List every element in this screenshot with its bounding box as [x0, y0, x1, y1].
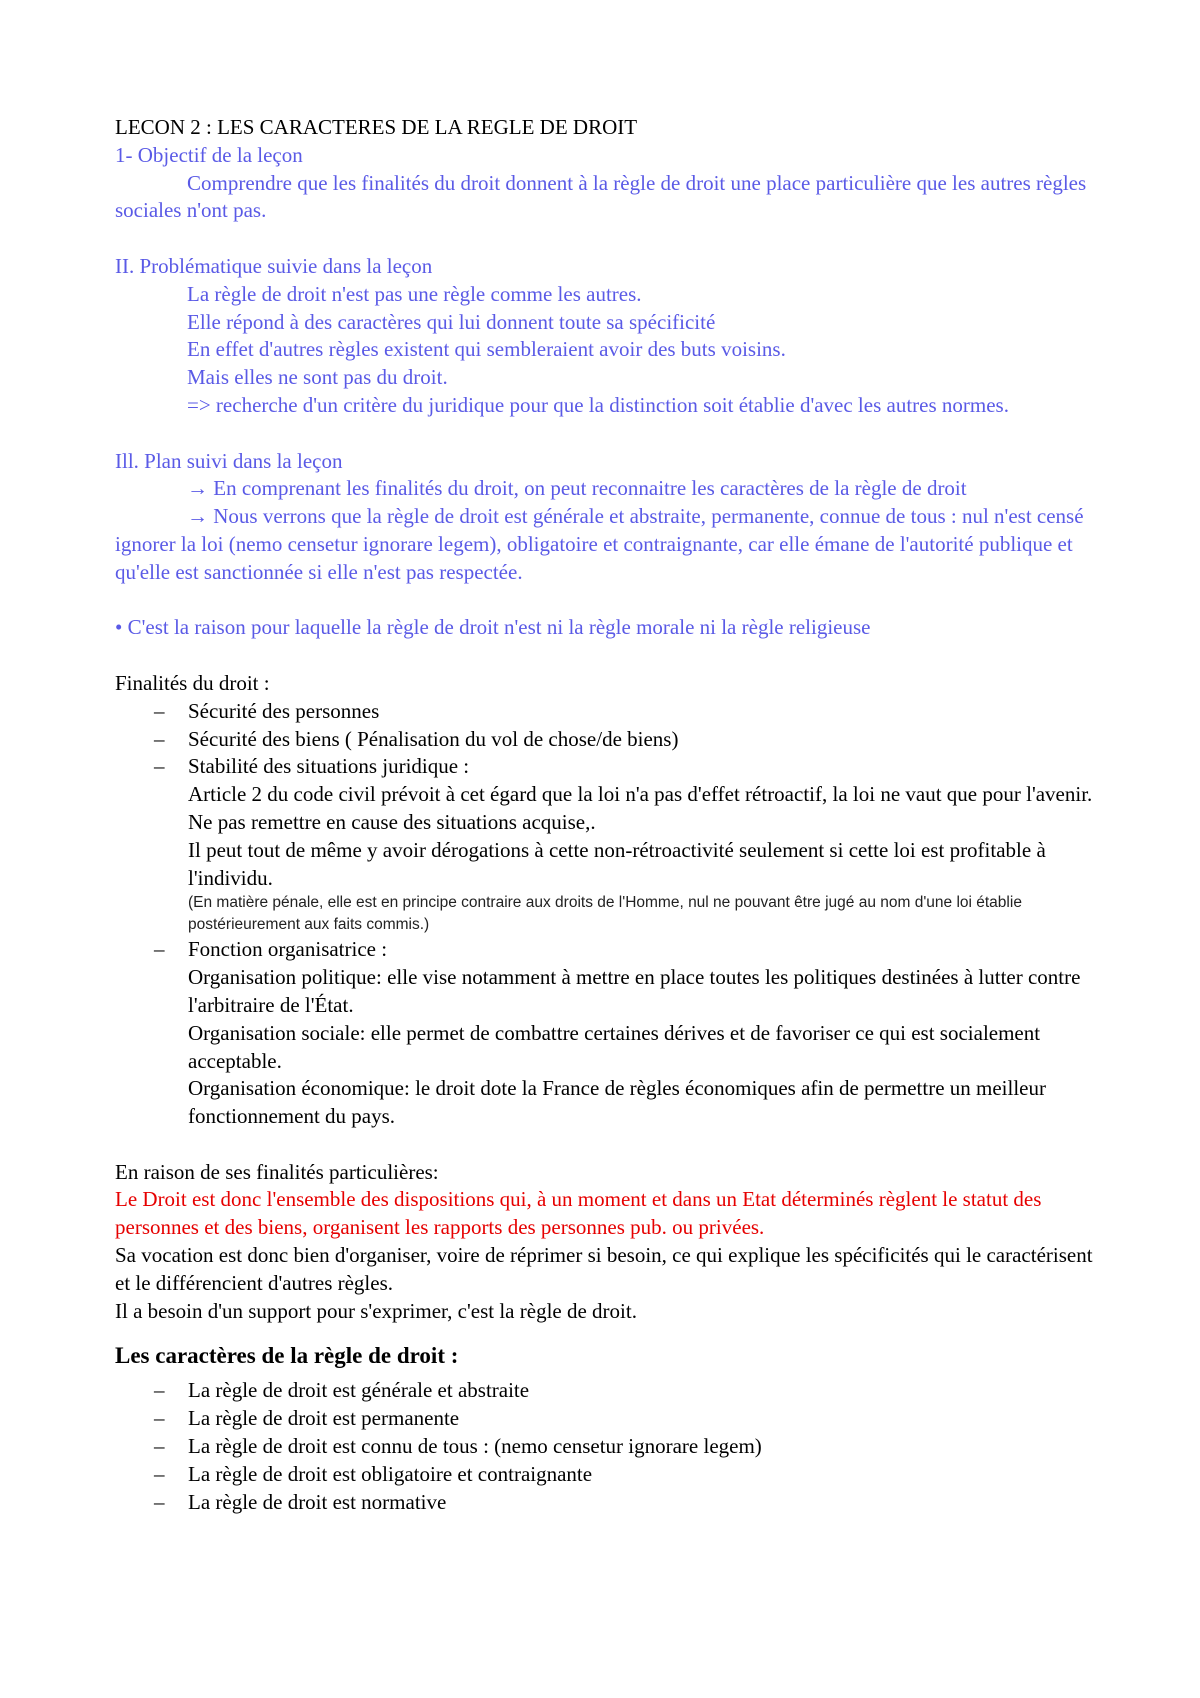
- finalites-item-paragraph: Organisation économique: le droit dote la France de règles économiques afin de permettre un meilleur fonctionnement du pays.: [188, 1076, 1046, 1129]
- problematique-line: La règle de droit n'est pas une règle comme les autres.: [187, 281, 642, 306]
- droit-definition: Le Droit est donc l'ensemble des dispositions qui, à un moment et dans un Etat déterminés règlent le statut des personnes et des biens, organisent les rapports des personnes pub. ou privées.: [115, 1187, 1042, 1240]
- finalites-item-paragraph: Article 2 du code civil prévoit à cet égard que la loi n'a pas d'effet rétroactif, la loi ne vaut que pour l'avenir. Ne pas remettre en cause des situations acquise,.: [188, 782, 1093, 834]
- dash-marker: –: [154, 1461, 165, 1486]
- objective-heading: 1- Objectif de la leçon: [115, 142, 303, 167]
- raison-intro: En raison de ses finalités particulières:: [115, 1159, 439, 1184]
- problematique-section: [115, 253, 1105, 420]
- dash-marker: –: [154, 937, 165, 962]
- finalites-item: [115, 698, 1105, 726]
- caracteres-item: [115, 1461, 1105, 1489]
- finalites-item-title: Sécurité des personnes: [188, 698, 380, 723]
- raison-vocation: Sa vocation est donc bien d'organiser, voire de réprimer si besoin, ce qui explique les spécificités qui le caractérisent et le différencient d'autres règles.: [115, 1243, 1093, 1295]
- problematique-line: En effet d'autres règles existent qui sembleraient avoir des buts voisins.: [187, 337, 786, 362]
- caracteres-item: [115, 1377, 1105, 1405]
- caracteres-item-text: La règle de droit est générale et abstraite: [188, 1378, 530, 1403]
- finalites-heading: Finalités du droit :: [115, 670, 270, 695]
- plan-heading: Ill. Plan suivi dans la leçon: [115, 448, 343, 473]
- dash-marker: –: [154, 698, 165, 723]
- caracteres-list: [115, 1377, 1105, 1516]
- objective-section: [115, 142, 1105, 225]
- caracteres-item-text: La règle de droit est connu de tous : (nemo censetur ignorare legem): [188, 1434, 762, 1459]
- finalites-item-paragraph: Organisation sociale: elle permet de combattre certaines dérives et de favoriser ce qui est socialement acceptable.: [188, 1020, 1041, 1073]
- spacer: [115, 642, 1105, 670]
- finalites-item-title: Fonction organisatrice :: [188, 937, 388, 962]
- dash-marker: –: [154, 754, 165, 779]
- finalites-item-paragraph: Il peut tout de même y avoir dérogations à cette non-rétroactivité seulement si cette loi est profitable à l'individu.: [188, 837, 1046, 890]
- spacer: [115, 1131, 1105, 1159]
- raison-support: Il a besoin d'un support pour s'exprimer, c'est la règle de droit.: [115, 1298, 637, 1323]
- objective-text: Comprendre que les finalités du droit donnent à la règle de droit une place particulière que les autres règles sociales n'ont pas.: [115, 170, 1087, 223]
- finalites-item: [115, 753, 1105, 936]
- dash-marker: –: [154, 1434, 165, 1459]
- spacer: [115, 225, 1105, 253]
- finalites-item-paragraph: Organisation politique: elle vise notamment à mettre en place toutes les politiques destinées à lutter contre l'arbitraire de l'État.: [188, 965, 1081, 1017]
- dash-marker: –: [154, 1406, 165, 1431]
- document-content: [115, 114, 1105, 1516]
- finalites-item-title: Sécurité des biens ( Pénalisation du vol de chose/de biens): [188, 726, 679, 751]
- spacer: [115, 587, 1105, 615]
- dash-marker: –: [154, 1378, 165, 1403]
- problematique-heading: II. Problématique suivie dans la leçon: [115, 253, 433, 278]
- caracteres-item-text: La règle de droit est obligatoire et contraignante: [188, 1461, 593, 1486]
- plan-section: [115, 448, 1105, 643]
- plan-line-1: → En comprenant les finalités du droit, on peut reconnaitre les caractères de la règle de droit: [187, 476, 967, 501]
- spacer: [115, 420, 1105, 448]
- plan-line-2: → Nous verrons que la règle de droit est générale et abstraite, permanente, connue de tous : nul n'est censé ignorer la loi (nemo censetur ignorare legem), obligatoire et contraignante, car elle émane de l'autorité publique et qu'elle est sanctionnée si elle n'est pas respectée.: [115, 504, 1084, 584]
- lesson-title: LECON 2 : LES CARACTERES DE LA REGLE DE DROIT: [115, 115, 638, 139]
- finalites-item-note: (En matière pénale, elle est en principe contraire aux droits de l'Homme, nul ne pouvant être jugé au nom d'une loi établie postérieurement aux faits commis.): [188, 894, 1022, 934]
- plan-bullet: • C'est la raison pour laquelle la règle de droit n'est ni la règle morale ni la règle religieuse: [115, 615, 871, 640]
- caracteres-heading: Les caractères de la règle de droit :: [115, 1343, 459, 1369]
- finalites-item: [115, 936, 1105, 1131]
- finalites-item: [115, 726, 1105, 754]
- caracteres-item: [115, 1489, 1105, 1517]
- problematique-line: Mais elles ne sont pas du droit.: [187, 365, 448, 390]
- caracteres-item-text: La règle de droit est permanente: [188, 1406, 460, 1431]
- caracteres-item: [115, 1433, 1105, 1461]
- problematique-line: => recherche d'un critère du juridique pour que la distinction soit établie d'avec les autres normes.: [187, 392, 1009, 417]
- caracteres-item-text: La règle de droit est normative: [188, 1489, 447, 1514]
- dash-marker: –: [154, 1489, 165, 1514]
- dash-marker: –: [154, 726, 165, 751]
- problematique-line: Elle répond à des caractères qui lui donnent toute sa spécificité: [187, 309, 716, 334]
- finalites-list: [115, 698, 1105, 1131]
- finalites-item-title: Stabilité des situations juridique :: [188, 754, 470, 779]
- caracteres-item: [115, 1405, 1105, 1433]
